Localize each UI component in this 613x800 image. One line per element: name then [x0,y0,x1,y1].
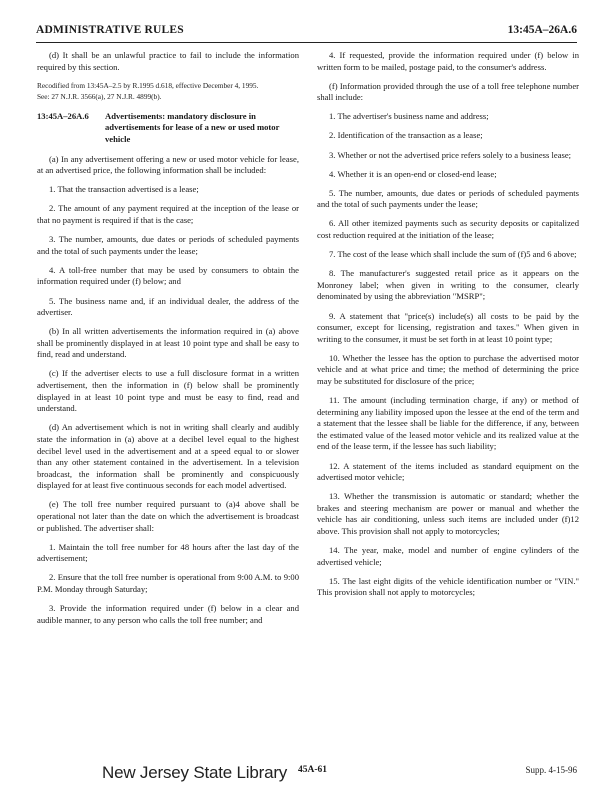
item-e3: 3. Provide the information required under (f) below in a clear and audible manner, to any person who calls the toll free number; and [37,603,299,625]
item-f7: 7. The cost of the lease which shall include the sum of (f)5 and 6 above; [329,249,577,260]
section-title: Advertisements: mandatory disclosure in advertisements for lease of a new or used motor vehicle [105,110,280,145]
item-e2: 2. Ensure that the toll free number is operational from 9:00 A.M. to 9:00 P.M. Monday through Saturday; [37,572,299,594]
item-f4: 4. Whether it is an open-end or closed-end lease; [329,168,497,179]
item-f11: 11. The amount (including termination charge, if any) or method of determining any liability imposed upon the lessee at the end of the term and a statement that the lessee shall be liable for the difference, if any, between the estimated value of the leased motor vehicle and its realized value at the end of the lease term, if the lessee has such liability; [317,395,579,452]
item-e1: 1. Maintain the toll free number for 48 hours after the last day of the advertisement; [37,541,299,564]
left-column [37,50,299,634]
source-note-see: See: 27 N.J.R. 3566(a), 27 N.J.R. 4899(b). [37,92,162,102]
paragraph-d: (d) An advertisement which is not in writing shall clearly and audibly state the information in (a) above at a decibel level equal to the highest decibel level used in the advertisement and at a speed equal to or slower than any other statement contained in the advertisement. In a television broadcast, the information shall be prominently and conspicuously displayed for at least five continuous seconds for each model advertised. [37,422,299,491]
paragraph-c: (c) If the advertiser elects to use a full disclosure format in a written advertisement, then the information in (f) below shall be prominently displayed in at least 10 point type and must be easy to find, read and understand. [37,368,299,414]
item-f9: 9. A statement that "price(s) include(s) all costs to be paid by the consumer, except for licensing, registration and taxes." When given in writing to the consumer, it must be set forth in at least 10 point type; [317,310,579,344]
paragraph-f: (f) Information provided through the use of a toll free telephone number shall include: [317,80,579,103]
header-section-ref: 13:45A–26A.6 [507,24,577,36]
paragraph-d-top: (d) It shall be an unlawful practice to fail to include the information required by this section. [37,50,299,72]
item-f13: 13. Whether the transmission is automatic or standard; whether the brakes and steering mechanism are power or manual and whether the vehicle has air conditioning, unless such items are included under (f)12 above. This provision shall not apply to motorcycles; [317,491,579,536]
item-a3: 3. The number, amounts, due dates or periods of scheduled payments and the total of such payments under the lease; [37,234,299,256]
page-number: 45A-61 [298,765,328,775]
item-f10: 10. Whether the lessee has the option to purchase the advertised motor vehicle and at what price and time; the method of determining the price may be substituted for disclosure of the price; [317,352,579,386]
section-heading [37,111,299,146]
item-f1: 1. The advertiser's business name and address; [329,111,489,122]
item-a4: 4. A toll-free number that may be used by consumers to obtain the information required under (f) below; and [37,264,299,287]
supplement-date: Supp. 4-15-96 [525,765,577,775]
running-header [36,20,577,43]
library-stamp: New Jersey State Library [102,763,288,782]
section-number: 13:45A–26A.6 [37,110,89,121]
source-note-recodified: Recodified from 13:45A–2.5 by R.1995 d.618, effective December 4, 1995. [37,80,259,90]
item-f2: 2. Identification of the transaction as a lease; [329,130,483,141]
item-f8: 8. The manufacturer's suggested retail price as it appears on the Monroney label; when given in writing to the consumer, clearly denominated by using the abbreviation "MSRP"; [317,268,579,302]
item-a5: 5. The business name and, if an individual dealer, the address of the advertiser. [37,295,299,318]
header-title: ADMINISTRATIVE RULES [36,24,184,36]
paragraph-a: (a) In any advertisement offering a new or used motor vehicle for lease, at an advertised price, the following information shall be included: [37,153,299,176]
right-column [317,50,579,606]
item-f3: 3. Whether or not the advertised price refers solely to a business lease; [329,149,572,160]
page-footer [36,763,577,793]
item-e4: 4. If requested, provide the information required under (f) below in written form to be mailed, postage paid, to the consumer's address. [317,50,579,72]
paragraph-b: (b) In all written advertisements the information required in (a) above shall be prominently displayed in at least 10 point type and shall be easy to find, read and understand. [37,326,299,360]
item-f6: 6. All other itemized payments such as security deposits or capitalized cost reduction required at the initiation of the lease; [317,218,579,241]
paragraph-e: (e) The toll free number required pursuant to (a)4 above shall be operational not later than the date on which the advertisement is broadcast or published. The advertiser shall: [37,499,299,533]
item-f12: 12. A statement of the items included as standard equipment on the advertised motor vehicle; [317,460,579,483]
item-a1: 1. That the transaction advertised is a lease; [49,184,199,195]
item-a2: 2. The amount of any payment required at the inception of the lease or that no payment is required if that is the case; [37,203,299,226]
item-f5: 5. The number, amounts, due dates or periods of scheduled payments and the total of such payments under the lease; [317,187,579,210]
item-f15: 15. The last eight digits of the vehicle identification number or "VIN." This provision shall not apply to motorcycles; [317,575,579,598]
item-f14: 14. The year, make, model and number of engine cylinders of the advertised vehicle; [317,545,579,567]
